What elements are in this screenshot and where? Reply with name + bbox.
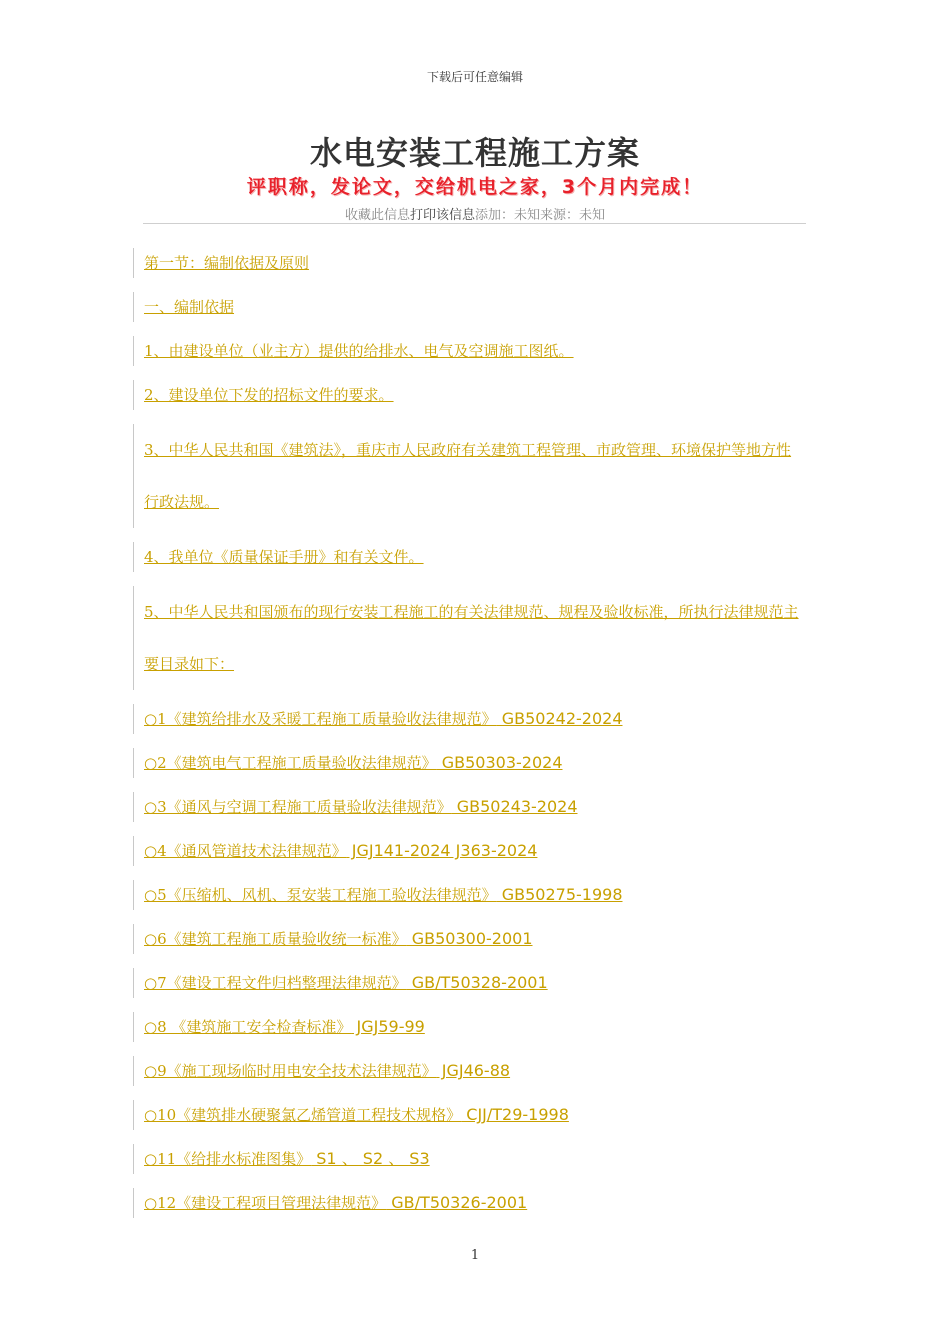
standard-code: JGJ141-2024 J363-2024 bbox=[346, 841, 538, 860]
standard-code: GB50275-1998 bbox=[496, 885, 623, 904]
standard-title: ○7《建设工程文件归档整理法律规范》 bbox=[144, 974, 407, 992]
standard-link[interactable] bbox=[144, 886, 623, 904]
standard-title: ○2《建筑电气工程施工质量验收法律规范》 bbox=[144, 754, 437, 772]
basis-item-2 bbox=[133, 380, 806, 410]
standard-title: ○5《压缩机、风机、泵安装工程施工验收法律规范》 bbox=[144, 886, 497, 904]
basis-item-3-link[interactable]: 3、中华人民共和国《建筑法》，重庆市人民政府有关建筑工程管理、市政管理、环境保护等地方性行政法规。 bbox=[144, 441, 792, 511]
standard-code: GB50300-2001 bbox=[406, 929, 533, 948]
promo-banner[interactable]: 评职称，发论文，交给机电之家，3个月内完成！ bbox=[246, 176, 704, 198]
added-info: 添加：未知 bbox=[475, 208, 541, 223]
standard-title: ○11《给排水标准图集》 bbox=[144, 1150, 312, 1168]
divider bbox=[143, 223, 806, 224]
basis-item-1-link[interactable]: 1、由建设单位（业主方）提供的给排水、电气及空调施工图纸。 bbox=[144, 342, 574, 360]
standard-item bbox=[133, 748, 806, 778]
standard-title: ○1《建筑给排水及采暖工程施工质量验收法律规范》 bbox=[144, 710, 497, 728]
subsection-heading bbox=[133, 292, 806, 322]
standard-code: CJJ/T29-1998 bbox=[461, 1105, 569, 1124]
basis-item-2-link[interactable]: 2、建设单位下发的招标文件的要求。 bbox=[144, 386, 394, 404]
standard-item bbox=[133, 1144, 806, 1174]
standard-item bbox=[133, 1100, 806, 1130]
standard-item bbox=[133, 836, 806, 866]
meta-bar bbox=[0, 204, 950, 223]
standard-link[interactable] bbox=[144, 1150, 430, 1168]
standard-link[interactable] bbox=[144, 842, 537, 860]
standard-item bbox=[133, 1012, 806, 1042]
standard-code: JGJ59-99 bbox=[351, 1017, 425, 1036]
standard-link[interactable] bbox=[144, 754, 563, 772]
section-heading bbox=[133, 248, 806, 278]
standard-item bbox=[133, 968, 806, 998]
basis-item-5 bbox=[133, 586, 806, 690]
standard-code: GB50303-2024 bbox=[436, 753, 563, 772]
standard-item bbox=[133, 924, 806, 954]
standard-title: ○3《通风与空调工程施工质量验收法律规范》 bbox=[144, 798, 452, 816]
standard-code: GB/T50328-2001 bbox=[406, 973, 548, 992]
header-note: 下载后可任意编辑 bbox=[426, 70, 523, 84]
standard-item bbox=[133, 880, 806, 910]
standard-title: ○8 《建筑施工安全检查标准》 bbox=[144, 1018, 352, 1036]
section-heading-link[interactable]: 第一节：编制依据及原则 bbox=[144, 254, 310, 272]
standard-title: ○9《施工现场临时用电安全技术法律规范》 bbox=[144, 1062, 437, 1080]
source-info: 来源：未知 bbox=[540, 208, 606, 223]
standard-item bbox=[133, 704, 806, 734]
standard-title: ○12《建设工程项目管理法律规范》 bbox=[144, 1194, 387, 1212]
standard-title: ○4《通风管道技术法律规范》 bbox=[144, 842, 347, 860]
standard-link[interactable] bbox=[144, 1018, 425, 1036]
basis-item-3 bbox=[133, 424, 806, 528]
standard-link[interactable] bbox=[144, 930, 533, 948]
standard-item bbox=[133, 1056, 806, 1086]
standard-code: GB50242-2024 bbox=[496, 709, 623, 728]
standard-code: S1 、 S2 、 S3 bbox=[311, 1149, 430, 1168]
page-number: 1 bbox=[470, 1248, 480, 1263]
standard-title: ○6《建筑工程施工质量验收统一标准》 bbox=[144, 930, 407, 948]
standard-code: JGJ46-88 bbox=[436, 1061, 511, 1080]
standard-title: ○10《建筑排水硬聚氯乙烯管道工程技术规格》 bbox=[144, 1106, 462, 1124]
basis-item-4-link[interactable]: 4、我单位《质量保证手册》和有关文件。 bbox=[144, 548, 424, 566]
standard-link[interactable] bbox=[144, 1194, 527, 1212]
basis-item-5-link[interactable]: 5、中华人民共和国颁布的现行安装工程施工的有关法律规范、规程及验收标准，所执行法律规范主要目录如下： bbox=[144, 603, 799, 673]
standards-list bbox=[133, 704, 806, 1218]
standard-link[interactable] bbox=[144, 1062, 510, 1080]
standard-link[interactable] bbox=[144, 1106, 569, 1124]
collect-link[interactable]: 收藏此信息 bbox=[344, 208, 410, 223]
standard-link[interactable] bbox=[144, 974, 548, 992]
basis-item-4 bbox=[133, 542, 806, 572]
document-title: 水电安装工程施工方案 bbox=[309, 134, 640, 172]
standard-item bbox=[133, 792, 806, 822]
document-body bbox=[133, 248, 806, 1232]
subsection-heading-link[interactable]: 一、编制依据 bbox=[144, 298, 235, 316]
standard-item bbox=[133, 1188, 806, 1218]
standard-code: GB50243-2024 bbox=[451, 797, 578, 816]
standard-code: GB/T50326-2001 bbox=[386, 1193, 528, 1212]
print-link[interactable]: 打印该信息 bbox=[409, 208, 475, 223]
standard-link[interactable] bbox=[144, 710, 623, 728]
basis-item-1 bbox=[133, 336, 806, 366]
standard-link[interactable] bbox=[144, 798, 578, 816]
